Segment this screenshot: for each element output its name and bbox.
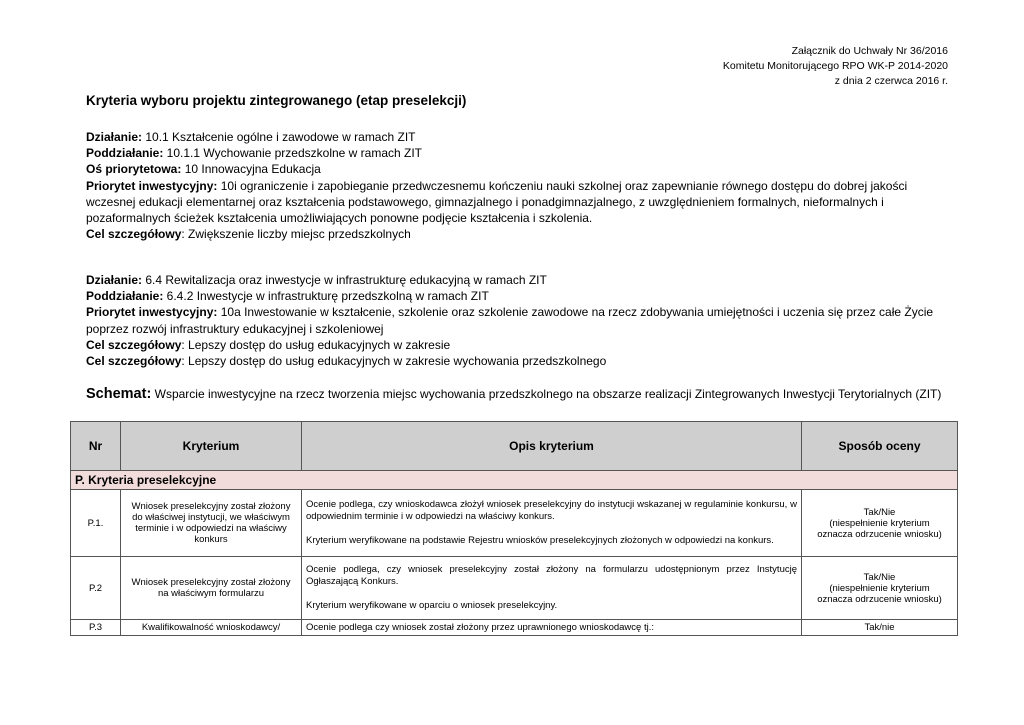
priorytet-line (86, 304, 946, 336)
poddzialanie-value: 6.4.2 Inwestycje w infrastrukturę przedszkolną w ramach ZIT (163, 289, 489, 304)
annex-header (723, 44, 948, 89)
poddzialanie-label: Poddziałanie: (86, 289, 164, 304)
opis-paragraph: Ocenie podlega, czy wniosek preselekcyjny został złożony na formularzu udostępnionym przez Instytucję Ogłaszającą Konkurs. (306, 563, 797, 588)
os-priorytetowa-label: Oś priorytetowa: (86, 162, 182, 177)
cel-label: Cel szczegółowy (86, 354, 182, 369)
ocena-line: (niespełnienie kryterium (829, 517, 930, 529)
annex-line-2: Komitetu Monitorującego RPO WK-P 2014-2020 (722, 60, 948, 72)
dzialanie-line (86, 272, 946, 288)
cel-label: Cel szczegółowy (86, 227, 182, 242)
cell-sposob-oceny: Tak/nie (802, 620, 958, 636)
section-row (71, 471, 958, 490)
cel-value: : Zwiększenie liczby miejsc przedszkolnych (181, 227, 411, 242)
program-info-block-1 (86, 129, 946, 242)
priorytet-line (86, 178, 946, 227)
dzialanie-label: Działanie: (86, 273, 143, 287)
schema-line (86, 385, 941, 403)
ocena-line: Tak/Nie (863, 571, 896, 583)
poddzialanie-value: 10.1.1 Wychowanie przedszkolne w ramach ZIT (163, 146, 423, 161)
priorytet-label: Priorytet inwestycyjny: (86, 305, 218, 320)
ocena-line: (niespełnienie kryterium (829, 582, 930, 594)
opis-paragraph: Kryterium weryfikowane na podstawie Rejestru wniosków preselekcyjnych złożonych w odpowiedzi na konkurs. (306, 534, 774, 546)
header-opis: Opis kryterium (302, 422, 802, 471)
cell-nr: P.3 (71, 620, 121, 636)
table-row (71, 490, 958, 557)
cel-value: : Lepszy dostęp do usług edukacyjnych w zakresie (181, 337, 451, 352)
program-info-block-2 (86, 272, 946, 369)
cell-nr: P.2 (71, 557, 121, 620)
dzialanie-line (86, 129, 946, 145)
cell-opis (302, 557, 802, 620)
opis-paragraph: Ocenie podlega, czy wnioskodawca złożył wniosek preselekcyjny do instytucji wskazanej w regulaminie konkursu, w odpowiednim terminie i w odpowiedzi na właściwy konkurs. (306, 498, 797, 523)
table-row (71, 557, 958, 620)
header-nr: Nr (71, 422, 121, 471)
dzialanie-value: 10.1 Kształcenie ogólne i zawodowe w ramach ZIT (142, 130, 416, 144)
ocena-line: Tak/Nie (863, 506, 896, 518)
header-kryterium: Kryterium (121, 422, 302, 471)
cell-opis (302, 490, 802, 557)
spacer (306, 589, 797, 600)
cell-sposob-oceny (802, 557, 958, 620)
dzialanie-label: Działanie: (86, 130, 143, 144)
document-title: Kryteria wyboru projektu zintegrowanego (etap preselekcji) (86, 93, 467, 108)
section-title: P. Kryteria preselekcyjne (71, 471, 958, 490)
table-row (71, 620, 958, 636)
cel-line-1 (86, 337, 946, 353)
dzialanie-value: 6.4 Rewitalizacja oraz inwestycje w infrastrukturę edukacyjną w ramach ZIT (142, 273, 547, 287)
poddzialanie-line (86, 288, 946, 304)
priorytet-value: 10a Inwestowanie w kształcenie, szkolenie oraz szkolenie zawodowe na rzecz zdobywania umiejętności i uczenia się przez całe Życie poprzez rozwój infrastruktury edukacyjnej i szkoleniowej (86, 305, 934, 336)
cell-sposob-oceny (802, 490, 958, 557)
cell-opis: Ocenie podlega czy wniosek został złożony przez uprawnionego wnioskodawcę tj.: (302, 620, 802, 636)
spacer (306, 524, 797, 535)
cel-line (86, 226, 946, 242)
opis-paragraph: Kryterium weryfikowane w oparciu o wniosek preselekcyjny. (306, 599, 558, 611)
cell-nr: P.1. (71, 490, 121, 557)
poddzialanie-line (86, 145, 946, 161)
ocena-line: oznacza odrzucenie wniosku) (817, 528, 942, 540)
cell-kryterium: Kwalifikowalność wnioskodawcy/ (121, 620, 302, 636)
os-priorytetowa-value: 10 Innowacyjna Edukacja (181, 162, 321, 177)
poddzialanie-label: Poddziałanie: (86, 146, 164, 161)
ocena-line: oznacza odrzucenie wniosku) (817, 593, 942, 605)
cel-label: Cel szczegółowy (86, 337, 182, 352)
header-sposob-oceny: Sposób oceny (802, 422, 958, 471)
schema-label: Schemat: (86, 386, 152, 402)
annex-line-3: z dnia 2 czerwca 2016 r. (834, 75, 948, 87)
priorytet-value: 10i ograniczenie i zapobieganie przedwczesnemu kończeniu nauki szkolnej oraz zapewnianie równego dostępu do dobrej jakości wczesnej edukacji elementarnej oraz kształcenia podstawowego, gimnazjalnego i ponadgimnazjalnego, z uwzględnieniem formalnych, nieformalnych i pozaformalnych ścieżek kształcenia umożliwiających ponowne podjęcie kształcenia i szkolenia. (86, 178, 908, 226)
annex-line-1: Załącznik do Uchwały Nr 36/2016 (791, 45, 948, 57)
priorytet-label: Priorytet inwestycyjny: (86, 178, 218, 193)
cell-kryterium: Wniosek preselekcyjny został złożony do właściwej instytucji, we właściwym terminie i w odpowiedzi na właściwy konkurs (121, 490, 302, 557)
schema-value: Wsparcie inwestycyjne na rzecz tworzenia miejsc wychowania przedszkolnego na obszarze realizacji Zintegrowanych Inwestycji Terytorialnych (ZIT) (151, 387, 942, 401)
cel-line-2 (86, 353, 946, 369)
criteria-table (70, 421, 958, 636)
cel-value: : Lepszy dostęp do usług edukacyjnych w zakresie wychowania przedszkolnego (181, 354, 607, 369)
table-header-row (71, 422, 958, 471)
cell-kryterium: Wniosek preselekcyjny został złożony na właściwym formularzu (121, 557, 302, 620)
os-priorytetowa-line (86, 161, 946, 177)
